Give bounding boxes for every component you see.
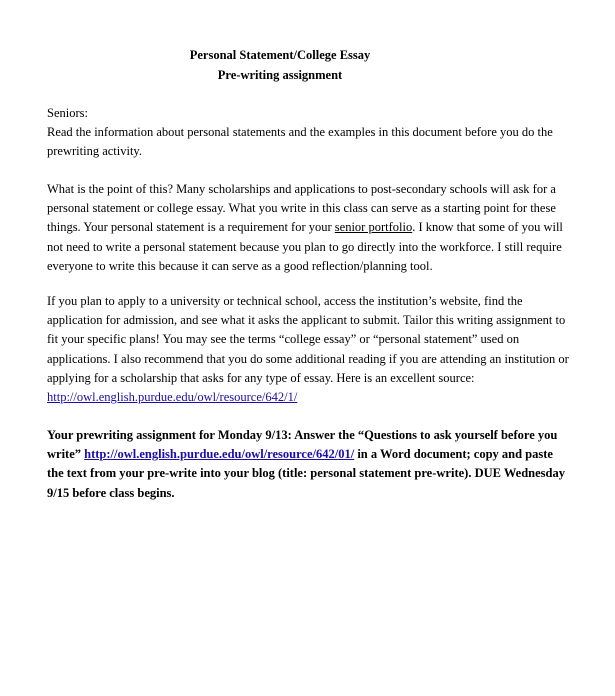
paragraph-purpose	[47, 180, 587, 276]
paragraph-line: applying for a scholarship that asks for any type of essay. Here is an excellent source:	[47, 370, 475, 385]
paragraph-planning	[47, 292, 587, 407]
assignment-text: write”	[47, 447, 85, 462]
paragraph-line	[47, 218, 587, 237]
paragraph-line: If you plan to apply to a university or technical school, access the institution’s website, find the	[47, 294, 523, 308]
assignment-text: in a Word document; copy and paste	[354, 447, 553, 462]
senior-portfolio-text: senior portfolio	[334, 220, 413, 235]
paragraph-line: application for admission, and see what it asks the applicant to submit. Tailor this writing assignment to	[47, 313, 566, 328]
assignment-line: the text from your pre-write into your blog (title: personal statement pre-write). DUE Wednesday	[47, 466, 565, 481]
paragraph-line: What is the point of this? Many scholarships and applications to post-secondary schools will ask for a	[47, 182, 556, 196]
owl-link-line	[47, 388, 587, 407]
assignment-line: Your prewriting assignment for Monday 9/13: Answer the “Questions to ask yourself before you	[47, 428, 558, 442]
intro-line-1: Read the information about personal statements and the examples in this document before you do the	[47, 125, 553, 140]
salutation: Seniors:	[47, 106, 88, 120]
owl-questions-link[interactable]: http://owl.english.purdue.edu/owl/resource/642/01/	[84, 447, 355, 462]
document-subtitle: Pre-writing assignment	[217, 68, 343, 82]
owl-resource-link[interactable]: http://owl.english.purdue.edu/owl/resource/642/1/	[47, 390, 298, 405]
paragraph-line: everyone to write this because it can serve as a good reflection/planning tool.	[47, 258, 433, 273]
assignment-line: 9/15 before class begins.	[47, 485, 175, 500]
assignment-line	[47, 445, 587, 464]
intro-block	[47, 104, 587, 162]
document-title: Personal Statement/College Essay	[189, 48, 371, 62]
paragraph-line: not need to write a personal statement because you plan to go directly into the workforce. I still require	[47, 239, 562, 254]
intro-line-2: prewriting activity.	[47, 144, 142, 159]
assignment-block	[47, 426, 587, 503]
paragraph-line: fit your specific plans! You may see the terms “college essay” or “personal statement” used on	[47, 332, 520, 347]
paragraph-line: applications. I also recommend that you do some additional reading if you are attending an institution or	[47, 351, 569, 366]
paragraph-line: personal statement or college essay. What you write in this class can serve as a starting point for these	[47, 201, 556, 216]
paragraph-text: . I know that some of you will	[412, 220, 563, 235]
paragraph-text: things. Your personal statement is a requirement for your	[47, 220, 335, 235]
